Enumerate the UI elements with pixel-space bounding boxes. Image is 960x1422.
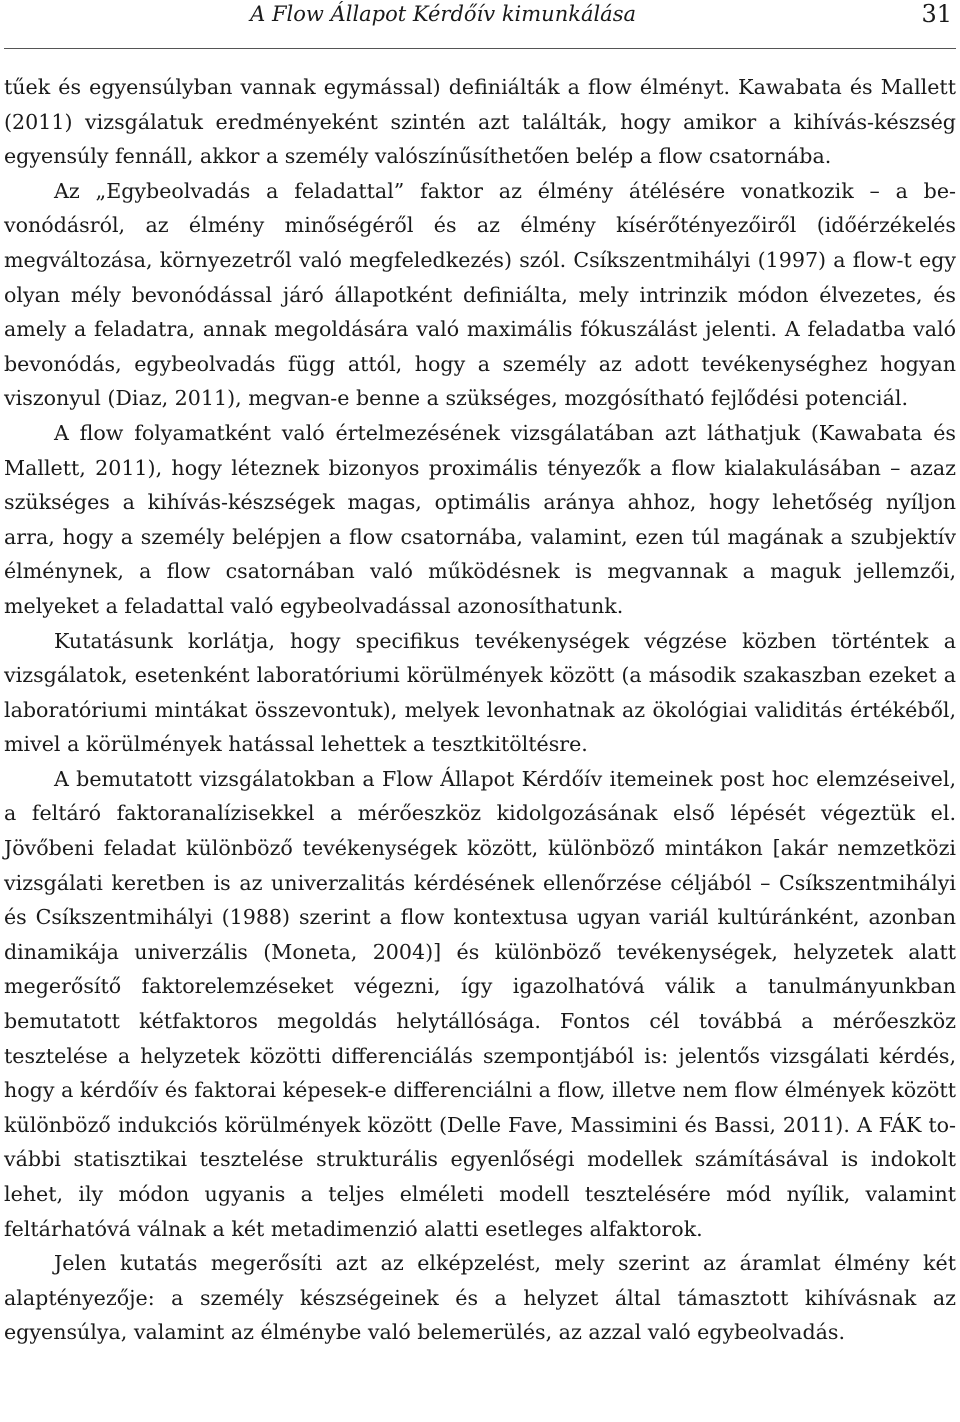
paragraph: Kutatásunk korlátja, hogy specifikus tevékenységek végzése közben történtek a vizsgálatok, esetenként laboratóriumi körülmények között (a második szakaszban ezeket a laboratóriumi mintákat összevontuk), melyek levonhatnak az ökológiai validitás értékéből, mivel a körülmények hatással lehettek a tesztkitöltésre. <box>4 628 956 757</box>
paragraph: A flow folyamatként való értelmezésének vizsgálatában azt láthatjuk (Kawabata és Mallett, 2011), hogy léteznek bizonyos proximális tényezők a flow kialakulásában – azaz szükséges a kihívás-készségek magas, optimális aránya ahhoz, hogy lehetőség nyíljon arra, hogy a személy belépjen a flow csatornába, valamint, ezen túl magának a szubjektív élménynek, a flow csatornában való működésnek is megvannak a maguk jellemzői, melyeket a feladattal való egybeolvadással azonosíthatunk. <box>4 420 956 618</box>
page-number: 31 <box>921 0 952 28</box>
running-title: A Flow Állapot Kérdőív kimunkálása <box>250 2 636 26</box>
body-text <box>4 70 956 1350</box>
paragraph: tűek és egyensúlyban vannak egymással) definiálták a flow élményt. Kawabata és Mallett (2011) vizsgálatuk eredményeként szintén azt találták, hogy amikor a kihívás-készség egyensúly fennáll, akkor a személy valószínűsíthetően belép a flow csatornába. <box>4 75 956 169</box>
paragraph: Jelen kutatás megerősíti azt az elképzelést, mely szerint az áramlat élmény két alaptényezője: a személy készségeinek és a helyzet által támasztott kihívásnak az egyensúlya, valamint az élménybe való belemerülés, az azzal való egybeolvadás. <box>4 1251 956 1345</box>
header-rule <box>4 48 956 49</box>
page-header <box>4 0 956 36</box>
paragraph: A bemutatott vizsgálatokban a Flow Állapot Kérdőív itemeinek post hoc elemzéseivel, a feltáró faktoranalízisekkel a mérőeszköz kidolgozásának első lépését végeztük el. Jövőbeni feladat különböző tevékenységek között, különböző mintákon [akár nemzetközi vizsgálati keretben is az univerzalitás kérdésének ellenőrzése céljából – Csíkszentmihályi és Csíkszentmihályi (1988) szerint a flow kontextusa ugyan variál kultúránként, azonban dinamikája univerzális (Moneta, 2004)] és különböző tevékenységek, helyzetek alatt megerősítő faktorelemzéseket végezni, így igazolhatóvá válik a tanulmányunkban bemutatott kétfaktoros megoldás helytállósága. Fontos cél továbbá a mérőeszköz tesztelése a helyzetek közötti differenciálás szempontjából is: jelentős vizsgálati kérdés, hogy a kérdőív és faktorai képesek-e differenciálni a flow, illetve nem flow élmények között különböző indukciós körülmények között (Delle Fave, Massimini és Bassi, 2011). A FÁK további statisztikai tesztelése strukturális egyenlőségi modellek számításával is indokolt lehet, ily módon ugyanis a teljes elméleti modell tesztelésére mód nyílik, valamint feltárhatóvá válnak a két metadimenzió alatti esetleges alfaktorok. <box>4 766 956 1241</box>
paragraph: Az „Egybeolvadás a feladattal” faktor az élmény átélésére vonatkozik – a bevonódásról, az élmény minőségéről és az élmény kísérőtényezőiről (időérzékelés megváltozása, környezetről való megfeledkezés) szól. Csíkszentmihályi (1997) a flow-t egy olyan mély bevonódással járó állapotként definiálta, mely intrinzik módon élvezetes, és amely a feladatra, annak megoldására való maximális fókuszálást jelenti. A feladatba való bevonódás, egybeolvadás függ attól, hogy a személy az adott tevékenységhez hogyan viszonyul (Diaz, 2011), megvan-e benne a szükséges, mozgósítható fejlődési potenciál. <box>4 178 956 411</box>
